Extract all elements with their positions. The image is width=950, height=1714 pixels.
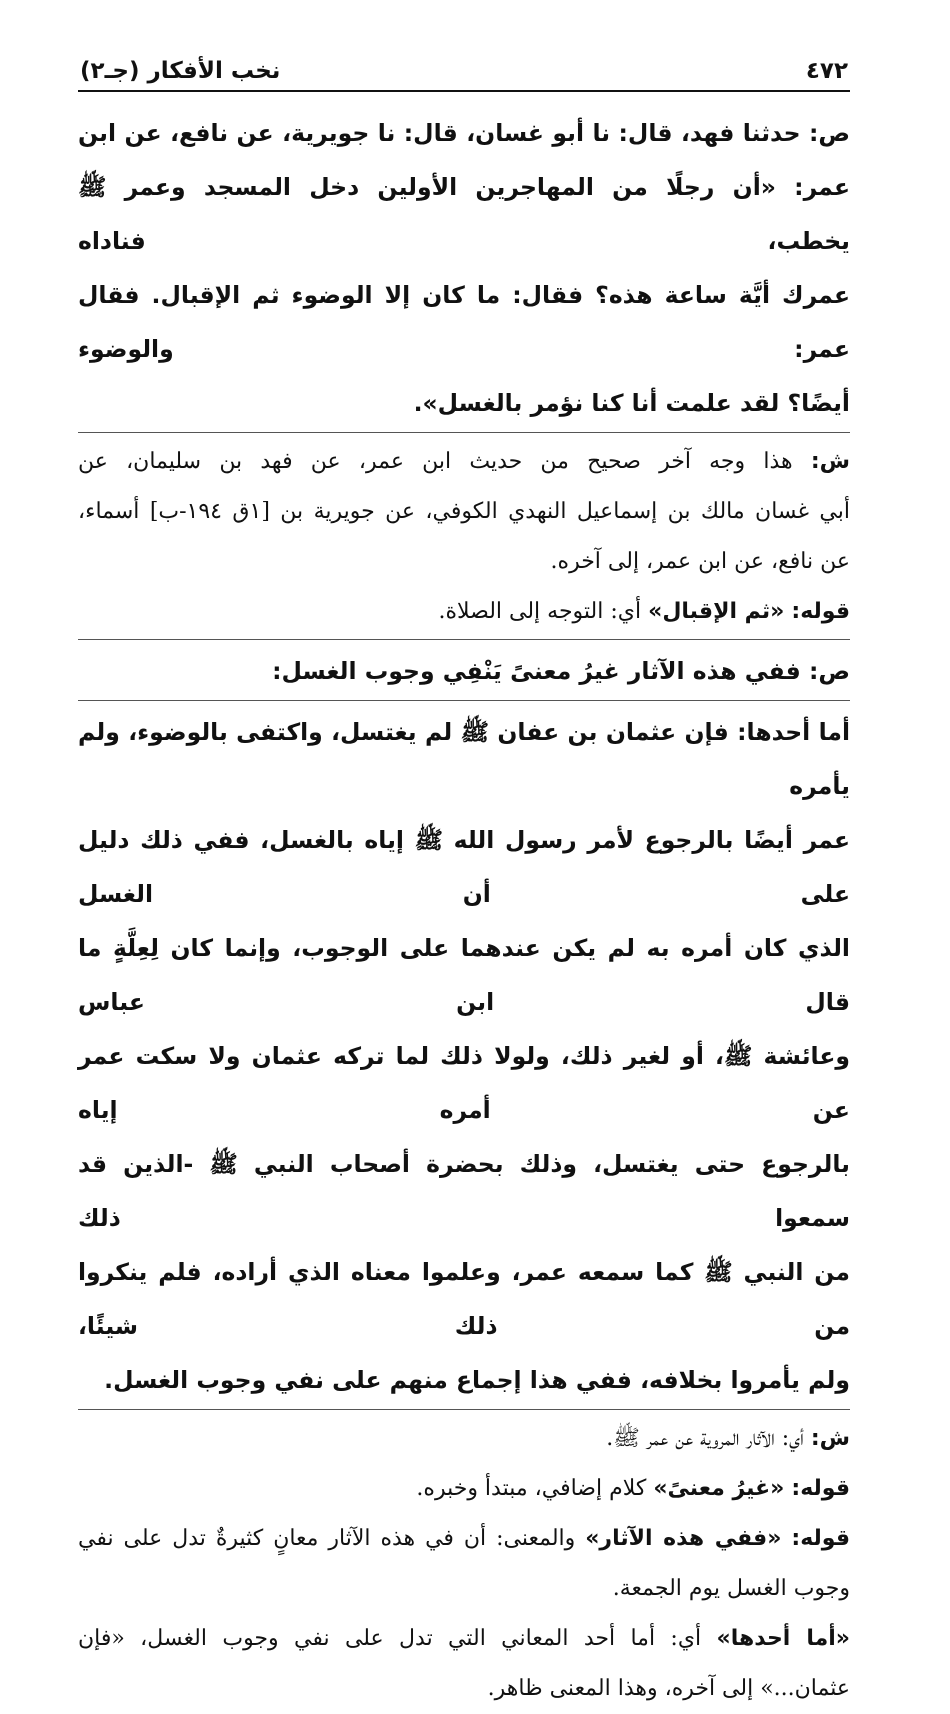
text-line bbox=[78, 437, 850, 487]
text-line bbox=[78, 106, 850, 160]
sharh-paragraph-isnad bbox=[78, 437, 850, 587]
section-label: قوله: bbox=[791, 1476, 850, 1501]
divider bbox=[78, 700, 850, 701]
text-line: عمر: «أن رجلًا من المهاجرين الأولين دخل المسجد وعمر ﷺ يخطب، فناداه bbox=[78, 173, 850, 255]
quoted-phrase: «غيرُ معنىً» bbox=[653, 1476, 785, 1501]
divider bbox=[78, 1409, 850, 1410]
text-line: ولم يأمروا بخلافه، ففي هذا إجماع منهم على نفي وجوب الغسل. bbox=[104, 1366, 850, 1394]
quoted-phrase: «ثم الإقبال» bbox=[648, 599, 785, 624]
line-text: هذا وجه آخر صحيح من حديث ابن عمر، عن فهد بن سليمان، عن bbox=[78, 449, 793, 474]
divider bbox=[78, 432, 850, 433]
line-text: أي: أما أحد المعاني التي تدل على نفي وجوب الغسل، «فإن bbox=[78, 1626, 702, 1651]
text-line: من النبي ﷺ كما سمعه عمر، وعلموا معناه الذي أراده، فلم ينكروا من ذلك شيئًا، bbox=[78, 1258, 850, 1340]
line-text: أي: التوجه إلى الصلاة. bbox=[438, 599, 642, 624]
text-line bbox=[78, 1464, 850, 1514]
page-header bbox=[78, 48, 850, 92]
section-label: ش: bbox=[810, 449, 850, 474]
text-line bbox=[78, 644, 850, 698]
text-line: أبي غسان مالك بن إسماعيل النهدي الكوفي، عن جويرية بن [١ق ١٩٤-ب] أسماء، bbox=[78, 499, 851, 524]
book-page bbox=[78, 48, 851, 1701]
page-content bbox=[78, 106, 850, 1714]
text-line: عثمان...» إلى آخره، وهذا المعنى ظاهر. bbox=[487, 1676, 850, 1701]
text-line: أيضًا؟ لقد علمت أنا كنا نؤمر بالغسل». bbox=[413, 389, 850, 417]
sharh-paragraph-athar bbox=[78, 1414, 850, 1464]
section-label: قوله: bbox=[791, 1526, 850, 1551]
sharh-paragraph-fafi bbox=[78, 1514, 850, 1614]
running-title: نخب الأفكار (جـ٢) bbox=[80, 58, 281, 84]
divider bbox=[78, 639, 850, 640]
matn-paragraph-heading bbox=[78, 644, 850, 698]
quoted-phrase: «أما أحدها» bbox=[716, 1626, 850, 1651]
text-line: وجوب الغسل يوم الجمعة. bbox=[612, 1576, 850, 1601]
section-label: ش: bbox=[810, 1426, 850, 1451]
sharh-paragraph-ahaduha bbox=[78, 1614, 850, 1714]
text-line: أما أحدها: فإن عثمان بن عفان ﷺ لم يغتسل، واكتفى بالوضوء، ولم يأمره bbox=[78, 718, 850, 800]
text-line: وعائشة ﷺ، أو لغير ذلك، ولولا ذلك لما تركه عثمان ولا سكت عمر عن أمره إياه bbox=[78, 1042, 850, 1124]
section-label: قوله: bbox=[791, 599, 850, 624]
line-text: كلام إضافي، مبتدأ وخبره. bbox=[416, 1476, 647, 1501]
line-text: ففي هذه الآثار غيرُ معنىً يَنْفِي وجوب الغسل: bbox=[272, 657, 801, 685]
text-line bbox=[78, 1514, 850, 1564]
text-line: عمر أيضًا بالرجوع لأمر رسول الله ﷺ إياه بالغسل، ففي ذلك دليل على أن الغسل bbox=[78, 826, 850, 908]
quoted-phrase: «ففي هذه الآثار» bbox=[585, 1526, 782, 1551]
text-line: عن نافع، عن ابن عمر، إلى آخره. bbox=[550, 549, 850, 574]
line-text: حدثنا فهد، قال: نا أبو غسان، قال: نا جويرية، عن نافع، عن ابن bbox=[78, 119, 801, 147]
line-text: أي: الآثار المروية عن عمر ﷺ. bbox=[606, 1426, 804, 1451]
sharh-paragraph-ghayr bbox=[78, 1464, 850, 1514]
page-number: ٤٧٢ bbox=[805, 58, 848, 84]
text-line: بالرجوع حتى يغتسل، وذلك بحضرة أصحاب النبي ﷺ -الذين قد سمعوا ذلك bbox=[78, 1150, 850, 1232]
section-label: ص: bbox=[808, 119, 850, 147]
line-text: والمعنى: أن في هذه الآثار معانٍ كثيرةٌ تدل على نفي bbox=[78, 1526, 576, 1551]
matn-paragraph-hadith bbox=[78, 106, 850, 430]
section-label: ص: bbox=[808, 657, 850, 685]
text-line: عمرك أيَّة ساعة هذه؟ فقال: ما كان إلا الوضوء ثم الإقبال. فقال عمر: والوضوء bbox=[78, 281, 850, 363]
text-line: الذي كان أمره به لم يكن عندهما على الوجوب، وإنما كان لِعِلَّةٍ ما قال ابن عباس bbox=[78, 934, 850, 1016]
text-line bbox=[78, 1614, 850, 1664]
sharh-paragraph-iqbal bbox=[78, 587, 850, 637]
text-line bbox=[78, 587, 850, 637]
matn-paragraph-uthman bbox=[78, 705, 850, 1407]
text-line bbox=[78, 1414, 850, 1464]
